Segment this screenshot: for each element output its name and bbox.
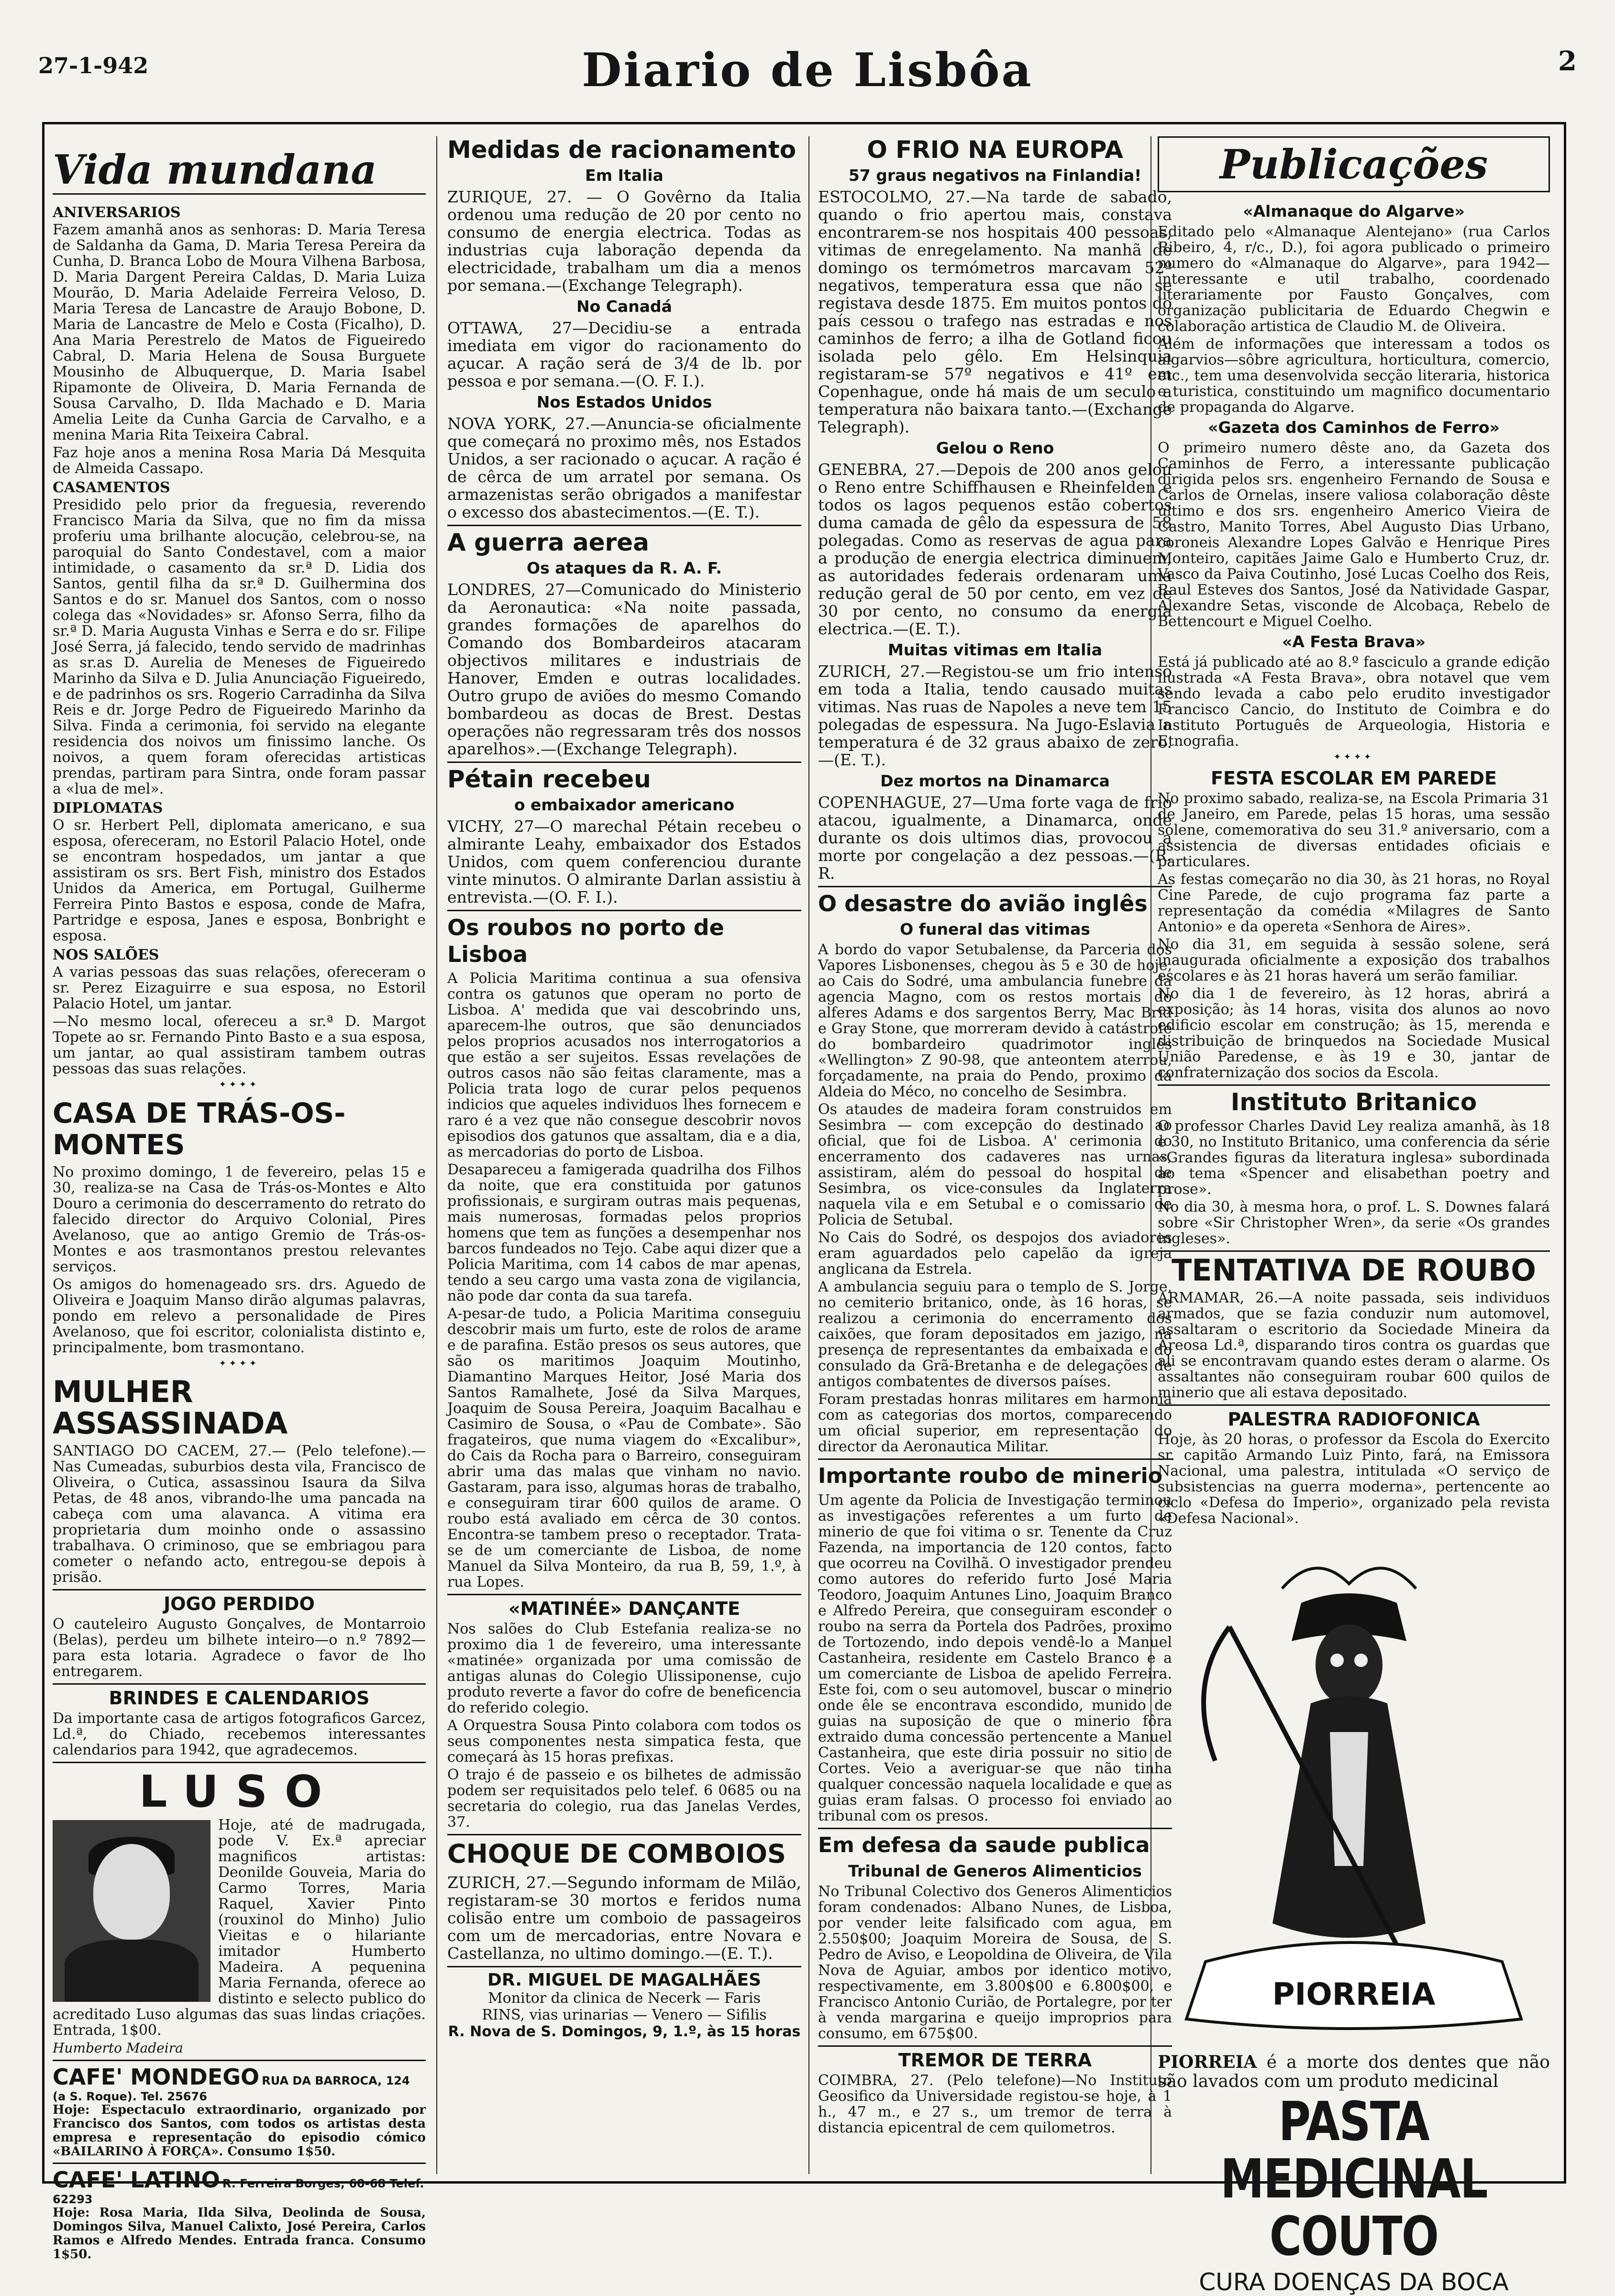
article-paragraph: Da importante casa de artigos fotograficos Garcez, Ld.ª, do Chiado, recebemos interessantes calendarios para 1942, que agradecemos. xyxy=(53,1710,426,1758)
advert-banner-text: PIORREIA xyxy=(1272,1977,1436,2012)
article-paragraph: OTTAWA, 27—Decidiu-se a entrada imediata em vigor do racionamento do açucar. A ração será de 3/4 de lb. por pessoa e por semana.—(O. F. I.). xyxy=(447,319,801,390)
article-paragraph: A Policia Maritima continua a sua ofensiva contra os gatunos que operam no porto de Lisboa. A' medida que vai descobrindo uns, aparecem-lhe outros, que são denunciados pelos proprios acusados nos interrogatorios a que estão a ser sujeitos. Essas revelações de outros casos não são feitas claramente, mas a Policia trata logo de curar pelos pequenos indicios que aqueles individuos lhes fornecem e raro é a vez que não consegue descobrir novos episodios dos gatunos que assaltam, dia e a dia, as mercadorias do porto de Lisboa. xyxy=(447,970,801,1160)
subhead: 57 graus negativos na Finlandia! xyxy=(848,166,1142,185)
advert-slogan: PASTA MEDICINAL COUTO xyxy=(1220,2091,1487,2268)
column-europe xyxy=(818,136,1172,2174)
headline-desastre-aviao: O desastre do avião inglês xyxy=(818,886,1172,917)
article-paragraph: —No mesmo local, ofereceu a sr.ª D. Margot Topete ao sr. Fernando Pinto Basto e a sua esposa, um jantar, ao qual assistiram tambem outras pessoas das suas relações. xyxy=(53,1013,426,1077)
ornament-divider: ✦✦✦✦ xyxy=(1333,752,1374,762)
article-paragraph: No dia 30, à mesma hora, o prof. L. S. Downes falará sobre «Sir Christopher Wren», da serie «Os grandes ingleses». xyxy=(1158,1199,1550,1247)
headline-matinee: «MATINÉE» DANÇANTE xyxy=(447,1594,801,1619)
headline-choque-comboios: CHOQUE DE COMBOIOS xyxy=(447,1834,801,1870)
article-paragraph: GENEBRA, 27.—Depois de 200 anos gelou o Reno entre Schiffhausen e Rheinfelden e todos os lagos pequenos estão cobertos duma camada de gêlo da espessura de 58 polegadas. Como as reservas de agua para a produção de energia electrica diminuem, as autoridades federais ordenaram uma redução geral de 50 por cento, em vez de 30 por cento, no consumo da energia electrica.—(E. T.). xyxy=(818,460,1172,638)
article-paragraph: No dia 1 de fevereiro, às 12 horas, abrirá a exposição; às 14 horas, visita dos alunos ao novo edificio escolar em construção; às 15, merenda e distribuição de brinquedos na Sociedade Musical União Paredense, e às 19 e 30, jantar de confraternização dos socios da Escola. xyxy=(1158,985,1550,1081)
advert-body: é a morte dos dentes que não são lavados com um produto medicinal xyxy=(1158,2053,1550,2091)
headline-jogo-perdido: JOGO PERDIDO xyxy=(53,1589,426,1614)
advert-slogan-sub: CURA DOENÇAS DA BOCA xyxy=(1199,2268,1509,2296)
doctor-line: Monitor da clinica de Necerk — Faris xyxy=(487,1990,761,2007)
article-paragraph: COIMBRA, 27. (Pelo telefone)—No Instituto Geosifico da Universidade registou-se hoje, à 1 h., 47 m., e 27 s., um tremor de terra à distancia epicentral de cem quilometros. xyxy=(818,2072,1172,2136)
article-paragraph: Um agente da Policia de Investigação terminou as investigações referentes a um furto de minerio de que foi vitima o sr. Tenente da Cruz Fazenda, na importancia de 120 contos, facto que ocorreu na Covilhã. O investigador prendeu como autores do referido furto José Maria Teodoro, Joaquim Antunes Lino, Joaquim Branco e Alfredo Pereira, que conseguiram esconder o roubo na serra da Portela dos Padrões, proximo de Tortozendo, indo depois vendê-lo a Manuel Castanheira, residente em Castelo Branco e a um comerciante de Lisboa de apelido Ferreira. Este foi, com o seu automovel, buscar o minerio onde êle se encontrava escondido, munido de guias na suposição de que o minerio fôra extraido duma concessão pertencente a Manuel Castanheira, que este diria possuir no sitio de Cortes. Veio a averiguar-se que não tinha qualquer concessão naquela localidade e que as guias eram falsas. O processo foi enviado ao tribunal com os presos. xyxy=(818,1492,1172,1824)
subhead: «Almanaque do Algarve» xyxy=(1243,202,1465,221)
advert-text: Hoje, até de madrugada, pode V. Ex.ª apreciar magnificos artistas: Deonilde Gouveia, Maria do Carmo Torres, Maria Raquel, Xavier Pinto (rouxinol do Minho) Julio Vieitas e o hilariante imitador Humberto Madeira. A pequenina Maria Fernanda, oferece ao distinto e selecto publico do acreditado Luso algumas das suas lindas criações. Entrada, 1$00. xyxy=(53,1817,426,2039)
page-number: 2 xyxy=(1558,45,1577,77)
article-paragraph: O primeiro numero dêste ano, da Gazeta dos Caminhos de Ferro, a interessante publicação dirigida pelos srs. engenheiro Fernando de Sousa e Carlos de Ornelas, insere valiosa colaboração dêste ultimo e dos srs. engenheiro Americo Vieira de Castro, Manito Torres, Abel Augusto Dias Urbano, coroneis Alexandre Lopes Galvão e Henrique Pires Monteiro, capitães Jaime Galo e Humberto Cruz, dr. Vasco da Paiva Coutinho, José Lucas Coelho dos Reis, Raul Esteves dos Santos, José da Natividade Gaspar, Alexandre Setas, visconde de Alcobaça, Rebelo de Bettencourt e Miguel Coelho. xyxy=(1158,440,1550,630)
column-international xyxy=(447,136,801,2174)
subhead: Muitas vitimas em Italia xyxy=(888,640,1102,659)
doctor-name: DR. MIGUEL DE MAGALHÃES xyxy=(487,1970,762,1990)
article-paragraph: No dia 31, em seguida à sessão solene, será inaugurada oficialmente a exposição dos trabalhos escolares e às 21 horas haverá um serão familiar. xyxy=(1158,936,1550,984)
newspaper-masthead: Diario de Lisbôa xyxy=(582,43,1033,97)
article-paragraph: ARMAMAR, 26.—A noite passada, seis individuos armados, que se fazia conduzir num automovel, assaltaram o escritorio da Sociedade Mineira da Areosa Ld.ª, disparando tiros contra os guardas que ali se encontravam quando estes deram o alarme. Os assaltantes não conseguiram roubar 600 quilos de minerio que ali estava depositado. xyxy=(1158,1290,1550,1401)
article-paragraph: A-pesar-de tudo, a Policia Maritima conseguiu descobrir mais um furto, este de rolos de arame e de parafina. Estão presos os seus autores, que são os maritimos Joaquim Moutinho, Diamantino Marques Heitor, José Maria dos Santos Ramalhete, José da Silva Marques, Joaquim de Sousa Pereira, Joaquim Bacalhau e Casimiro de Sousa, o «Pau de Combate». São fragateiros, que numa viagem do «Excalibur», do Cais da Rocha para o Barreiro, conseguiram abrir uma das malas que vinham no navio. Gastaram, para isso, algumas horas de trabalho, e conseguiram tirar 600 quilos de arame. O roubo está avaliado em cêrca de 30 contos. Encontra-se tambem preso o receptador. Trata-se de um comerciante de Lisboa, de nome Manuel da Silva Monteiro, da rua B, 59, 1.º, à rua Lopes. xyxy=(447,1305,801,1590)
section-heading-publicacoes: Publicações xyxy=(1158,136,1550,192)
article-paragraph: Além de informações que interessam a todos os algarvios—sôbre agricultura, horticultura, comercio, etc., tem uma desenvolvida secção literaria, historica e turistica, constituindo um magnifico documentario de propaganda do Algarve. xyxy=(1158,336,1550,416)
article-paragraph: Presidido pelo prior da freguesia, reverendo Francisco Maria da Silva, que no fim da missa proferiu uma brilhante alocução, celebrou-se, na paroquial do Santo Condestavel, com a maior intimidade, o casamento da sr.ª D. Lidia dos Santos, gentil filha da sr.ª D. Guilhermina dos Santos e do sr. Manuel dos Santos, com o nosso colega das «Novidades» sr. Afonso Serra, filho da sr.ª D. Maria Augusta Vinhas e Serra e do sr. Filipe José Serra, já falecido, tendo servido de madrinhas as sr.as D. Aurelia de Meneses de Figueiredo Marinho da Silva e D. Julia Anunciação Figueiredo, e de padrinhos os srs. Rogerio Carradinha da Silva Reis e dr. Jorge Pedro de Figueiredo Marinho da Silva. Finda a cerimonia, foi servido na elegante residencia dos noivos um finissimo lanche. Os noivos, a quem foram oferecidas artisticas prendas, partiram para Sintra, onde foram passar a «lua de mel». xyxy=(53,497,426,797)
headline-festa-escolar: FESTA ESCOLAR EM PAREDE xyxy=(1210,768,1497,789)
article-paragraph: As festas começarão no dia 30, às 21 horas, no Royal Cine Parede, de cujo programa faz parte a representação da comédia «Milagres de Santo Antonio» e da opereta «Senhora de Aires». xyxy=(1158,871,1550,935)
advert-bold-word: PIORREIA xyxy=(1158,2052,1257,2072)
subhead-casamentos: CASAMENTOS xyxy=(53,479,170,496)
ornament-divider: ✦✦✦✦ xyxy=(219,1080,260,1090)
article-paragraph: SANTIAGO DO CACEM, 27.— (Pelo telefone).— Nas Cumeadas, suburbios desta vila, Francisco de Oliveira, o Cutica, assassinou Isaura da Silva Petas, de 48 anos, vibrando-lhe uma pancada na cabeça com uma alavanca. A vitima era proprietaria dum moinho onde o assassino trabalhava. O criminoso, que se embriagou para cometer o nefando acto, entregou-se depois à prisão. xyxy=(53,1443,426,1586)
headline-instituto-britanico: Instituto Britanico xyxy=(1158,1084,1550,1115)
subhead: Dez mortos na Dinamarca xyxy=(880,772,1110,790)
cafe-mondego-advert xyxy=(53,2060,426,2159)
article-paragraph: No Cais do Sodré, os despojos dos aviadores eram aguardados pelo capelão da igreja anglicana da Estrela. xyxy=(818,1229,1172,1278)
article-paragraph: Editado pelo «Almanaque Alentejano» (rua Carlos Ribeiro, 4, r/c., D.), foi agora publicado o primeiro numero do «Almanaque do Algarve», para 1942—interessante e util trabalho, coordenado literariamente por Fausto Gonçalves, com organização publicitaria de Eduardo Chegwin e colaboração artistica de Claudio M. de Oliveira. xyxy=(1158,223,1550,335)
headline-mulher-assassinada: MULHER ASSASSINADA xyxy=(53,1374,288,1441)
article-paragraph: Está já publicado até ao 8.º fasciculo a grande edição ilustrada «A Festa Brava», obra notavel que vem sendo levada a cabo pelo erudito investigador Francisco Cancio, do Instituto de Coimbra e do Instituto Português de Arqueologia, Historia e Etnografia. xyxy=(1158,654,1550,750)
article-paragraph: O trajo é de passeio e os bilhetes de admissão podem ser requisitados pelo telef. 6 0685 ou na secretaria do colegio, rua das Janelas Verdes, 37. xyxy=(447,1766,801,1831)
column-rule xyxy=(436,136,437,2174)
article-paragraph: LONDRES, 27—Comunicado do Ministerio da Aeronautica: «Na noite passada, grandes formações de aparelhos do Comando dos Bombardeiros atacaram objectivos militares e industriais de Hanover, Emden e outras localidades. Outro grupo de aviões do mesmo Comando bombardeou as docas de Brest. Destas operações não regressaram três dos nossos aparelhos».—(Exchange Telegraph). xyxy=(447,580,801,758)
grim-reaper-illustration xyxy=(1158,1531,1550,2048)
article-paragraph: A Orquestra Sousa Pinto colabora com todos os seus componentes nesta simpatica festa, que começará às 15 horas prefixas. xyxy=(447,1717,801,1766)
subhead: «Gazeta dos Caminhos de Ferro» xyxy=(1208,418,1500,437)
column-rule xyxy=(808,136,809,2174)
article-paragraph: No proximo sabado, realiza-se, na Escola Primaria 31 de Janeiro, em Parede, pelas 15 horas, uma sessão solene, comemorativa do seu 31.º aniversario, com a assistencia de diversas entidades oficiais e particulares. xyxy=(1158,790,1550,870)
column-publications xyxy=(1158,136,1550,2296)
article-paragraph: A ambulancia seguiu para o templo de S. Jorge, no cemiterio britanico, onde, às 16 horas, se realizou a cerimonia do encerramento dos caixões, que foram depositados em jazigo, na presença de representantes da embaixada e do consulado da Grã-Bretanha e de delegações de antigos combatentes de diversos países. xyxy=(818,1279,1172,1390)
article-paragraph: Os amigos do homenageado srs. drs. Aguedo de Oliveira e Joaquim Manso dirão algumas palavras, pondo em relevo a personalidade de Pires Avelanoso, que foi escritor, colonialista distinto e, principalmente, bom trasmontano. xyxy=(53,1276,426,1356)
article-paragraph: NOVA YORK, 27.—Anuncia-se oficialmente que começará no proximo mês, nos Estados Unidos, a ser racionado o açucar. A ração é de cêrca de um arratel por semana. Os armazenistas serão obrigados a manifestar o excesso dos abastecimentos.—(E. T.). xyxy=(447,414,801,521)
doctor-advert xyxy=(447,1966,801,2040)
article-paragraph: No Tribunal Colectivo dos Generos Alimenticios foram condenados: Albano Nunes, de Lisboa, por vender leite falsificado com agua, em 2.550$00; Joaquim Moreira de Sousa, de S. Pedro de Aviso, e Leopoldina de Oliveira, de Vila Nova de Aguiar, ambos por identico motivo, respectivamente, em 3.800$00 e 6.800$00, e Francisco Antonio Curião, de Portalegre, por ter à venda margarina e queijo improprios para consumo, em 675$00. xyxy=(818,1883,1172,2042)
ornament-divider: ✦✦✦✦ xyxy=(219,1358,260,1369)
headline-frio-europa: O FRIO NA EUROPA xyxy=(867,136,1123,164)
headline-tremor-terra: TREMOR DE TERRA xyxy=(818,2045,1172,2071)
article-paragraph: ESTOCOLMO, 27.—Na tarde de sabado, quando o frio apertou mais, constava encontrarem-se nos hospitais 400 pessoas, vitimas de enregelamento. Na manhã de domingo os termómetros marcavam 52º negativos, temperatura essa que não se registava desde 1875. Em muitos pontos do país cessou o trafego nas estradas e nos caminhos de ferro; a ilha de Gotland ficou isolada pelo gêlo. Em Helsinquia registaram-se 57º negativos e 41º em Copenhague, onde há mais de um seculo a temperatura não baixara tanto.—(Exchange Telegraph). xyxy=(818,188,1172,436)
subhead-diplomatas: DIPLOMATAS xyxy=(53,800,163,817)
advert-text xyxy=(1158,2053,1550,2091)
cafe-name: CAFE' MONDEGO xyxy=(53,2064,260,2090)
subhead: Os ataques da R. A. F. xyxy=(527,559,722,577)
article-paragraph: VICHY, 27—O marechal Pétain recebeu o almirante Leahy, embaixador dos Estados Unidos, com quem conferenciou durante vinte minutos. O almirante Darlan assistiu à entrevista.—(O. F. I.). xyxy=(447,817,801,906)
subhead: Em Italia xyxy=(585,166,664,185)
headline-petain: Pétain recebeu xyxy=(447,762,801,793)
headline-casa-tras-os-montes: CASA DE TRÁS-OS-MONTES xyxy=(53,1097,346,1161)
headline-racionamento: Medidas de racionamento xyxy=(447,136,796,164)
article-paragraph: Nos salões do Club Estefania realiza-se no proximo dia 1 de fevereiro, uma interessante «matinée» organizada por uma comissão de antigas alunas do Colegio Ulissiponense, cujo produto reverte a favor do cofre de beneficencia do referido colegio. xyxy=(447,1621,801,1716)
cafe-latino-advert xyxy=(53,2163,426,2262)
subhead: O funeral das vitimas xyxy=(900,920,1090,938)
cafe-address: R. Ferreira Borges, 60-68 Telef. 62293 xyxy=(53,2177,424,2206)
headline-roubos-porto: Os roubos no porto de Lisboa xyxy=(447,910,801,968)
headline-palestra: PALESTRA RADIOFONICA xyxy=(1158,1404,1550,1430)
cafe-name: CAFE' LATINO xyxy=(53,2167,220,2193)
subhead: Gelou o Reno xyxy=(936,439,1054,457)
article-paragraph: O cauteleiro Augusto Gonçalves, de Montarroio (Belas), perdeu um bilhete inteiro—o n.º 7892—para esta lotaria. Agradece o favor de lho entregarem. xyxy=(53,1616,426,1680)
article-paragraph: No proximo domingo, 1 de fevereiro, pelas 15 e 30, realiza-se na Casa de Trás-os-Montes e Alto Douro a cerimonia do descerramento do retrato do falecido director do Arquivo Colonial, Pires Avelanoso, que ao antigo Gremio de Trás-os-Montes e aos trasmontanos prestou relevantes serviços. xyxy=(53,1164,426,1275)
reaper-drawing xyxy=(1158,1531,1550,2048)
article-paragraph: Os ataudes de madeira foram construidos em Sesimbra — com excepção do destinado ao oficial, que foi de Lisboa. A' cerimonia do encerramento dos cadaveres nas urnas, assistiram, além do pessoal do hospital de Sesimbra, os vice-consules da Inglaterra naquela vila e em Setubal e o comissario de Policia de Setubal. xyxy=(818,1101,1172,1228)
portrait-photo xyxy=(53,1820,210,2002)
column-society xyxy=(53,136,426,2262)
subhead: o embaixador americano xyxy=(514,795,735,814)
article-paragraph: O sr. Herbert Pell, diplomata americano, e sua esposa, ofereceram, no Estoril Palacio Hotel, onde se encontram hospedados, um jantar a que assistiram os srs. Bert Fish, ministro dos Estados Unidos da America, em Portugal, Guilherme Ferreira Pinto Bastos e esposa, conde de Mafra, Partridge e esposa, Janes e esposa, Bonbright e esposa. xyxy=(53,817,426,944)
doctor-line: RINS, vias urinarias — Venero — Sifilis xyxy=(482,2007,767,2023)
page-header xyxy=(0,0,1615,120)
subhead: Tribunal de Generos Alimenticios xyxy=(848,1862,1142,1880)
headline-saude-publica: Em defesa da saude publica xyxy=(818,1828,1172,1859)
headline-tentativa-roubo: TENTATIVA DE ROUBO xyxy=(1158,1250,1550,1286)
article-paragraph: Hoje, às 20 horas, o professor da Escola do Exercito sr. capitão Armando Luiz Pinto, fará, na Emissora Nacional, uma palestra, intitulada «O serviço de subsistencias na guerra moderna», pertencente ao ciclo «Defesa do Imperio», organizado pela revista «Defesa Nacional». xyxy=(1158,1431,1550,1527)
subhead: No Canadá xyxy=(576,297,672,316)
article-paragraph: A varias pessoas das suas relações, ofereceram o sr. Perez Eizaguirre e sua esposa, no Estoril Palacio Hotel, um jantar. xyxy=(53,964,426,1012)
article-paragraph: O professor Charles David Ley realiza amanhã, às 18 e 30, no Instituto Britanico, uma conferencia da série «Grandes figuras da literatura inglesa» subordinada ao tema «Spencer and elisabethan poetry and prose». xyxy=(1158,1118,1550,1198)
subhead: «A Festa Brava» xyxy=(1282,632,1426,651)
article-paragraph: COPENHAGUE, 27—Uma forte vaga de frio atacou, igualmente, a Dinamarca, onde durante os dois ultimos dias, provocou a morte por congelação a dez pessoas.—(R. R. xyxy=(818,793,1172,883)
advert-text: Hoje: Espectaculo extraordinario, organizado por Francisco dos Santos, com todos os artistas desta empresa e representação do episodio cómico «BAILARINO À FORÇA». Consumo 1$50. xyxy=(53,2103,426,2159)
article-paragraph: ZURICH, 27.—Segundo informam de Milão, registaram-se 30 mortos e feridos numa colisão entre um comboio de passageiros com um de mercadorias, entre Novara e Castellanza, no ultimo domingo.—(E. T.). xyxy=(447,1873,801,1963)
article-paragraph: Fazem amanhã anos as senhoras: D. Maria Teresa de Saldanha da Gama, D. Maria Teresa Pereira da Cunha, D. Branca Lobo de Moura Vilhena Barbosa, D. Maria Dargent Pereira Caldas, D. Maria Luiza Mourão, D. Maria Adelaide Ferreira Veloso, D. Maria Teresa de Lancastre de Araujo Bobone, D. Maria de Lancastre de Melo e Costa (Ficalho), D. Ana Maria Perestrelo de Matos de Figueiredo Cabral, D. Maria Helena de Sousa Burguete Mousinho de Albuquerque, D. Maria Isabel Ripamonte de Oliveira, D. Maria Fernanda de Sousa Carvalho, D. Ilda Machado e D. Maria Amelia Leite da Cunha Garcia de Carvalho, e a menina Maria Rita Teixeira Cabral. xyxy=(53,221,426,443)
photo-caption: Humberto Madeira xyxy=(53,2040,183,2056)
doctor-address: R. Nova de S. Domingos, 9, 1.º, às 15 horas xyxy=(448,2023,801,2040)
subhead: Nos Estados Unidos xyxy=(536,393,712,411)
headline-roubo-minerio: Importante roubo de minerio xyxy=(818,1458,1172,1490)
article-paragraph: A bordo do vapor Setubalense, da Parceria dos Vapores Lisbonenses, chegou às 5 e 30 de hoje, ao Cais do Sodré, uma ambulancia funebre da agencia Magno, com os restos mortais do alferes Adams e dos sargentos Berry, Mac Brid e Gray Stone, que morreram devido à catástrofe do bombardeiro quadrimotor inglês «Wellington» Z 90-98, que anteontem aterrou, forçadamente, na praia do Pendo, proximo da Aldeia do Méco, no concelho de Sesimbra. xyxy=(818,941,1172,1100)
issue-date: 27-1-942 xyxy=(38,53,149,78)
cafe-address: RUA DA BARROCA, 124 (a S. Roque). Tel. 25676 xyxy=(53,2074,410,2103)
subhead-saloes: NOS SALÕES xyxy=(53,947,159,963)
headline-guerra-aerea: A guerra aerea xyxy=(447,525,801,556)
section-heading-vida-mundana: Vida mundana xyxy=(53,146,426,195)
headline-brindes: BRINDES E CALENDARIOS xyxy=(53,1683,426,1709)
article-paragraph: Desapareceu a famigerada quadrilha dos Filhos da noite, que era constituida por gatunos profissionais, e surgiram outras mais pequenas, mais numerosas, formadas pelos proprios homens que tem as funções a desempenhar nos barcos fundeados no Tejo. Cabe aqui dizer que a Policia Maritima, com 14 cabos de mar apenas, tendo a seu cargo uma vasta zona de vigilancia, não pode dar conta da sua tarefa. xyxy=(447,1161,801,1304)
article-paragraph: ZURIQUE, 27. — O Govêrno da Italia ordenou uma redução de 20 por cento no consumo de energia electrica. Todas as industrias cuja laboração dependa da electricidade, trabalham um dia a menos por semana.—(Exchange Telegraph). xyxy=(447,188,801,295)
article-paragraph: Faz hoje anos a menina Rosa Maria Dá Mesquita de Almeida Cassapo. xyxy=(53,444,426,477)
luso-title: LUSO xyxy=(139,1766,340,1817)
article-paragraph: Foram prestadas honras militares em harmonia com as categorias dos mortos, comparecendo um oficial superior, em representação do director da Aeronautica Militar. xyxy=(818,1391,1172,1455)
advert-text: Hoje: Rosa Maria, Ilda Silva, Deolinda de Sousa, Domingos Silva, Manuel Calixto, José Pereira, Carlos Ramos e Alfredo Mendes. Entrada franca. Consumo 1$50. xyxy=(53,2206,426,2262)
luso-advert xyxy=(53,1762,426,2056)
subhead-aniversarios: ANIVERSARIOS xyxy=(53,204,181,221)
article-paragraph: ZURICH, 27.—Registou-se um frio intenso em toda a Italia, tendo causado muitas vitimas. Nas ruas de Napoles a neve tem 15 polegadas de espessura. Na Jugo-Eslavia a temperatura é de 32 graus abaixo de zero.—(E. T.). xyxy=(818,662,1172,769)
